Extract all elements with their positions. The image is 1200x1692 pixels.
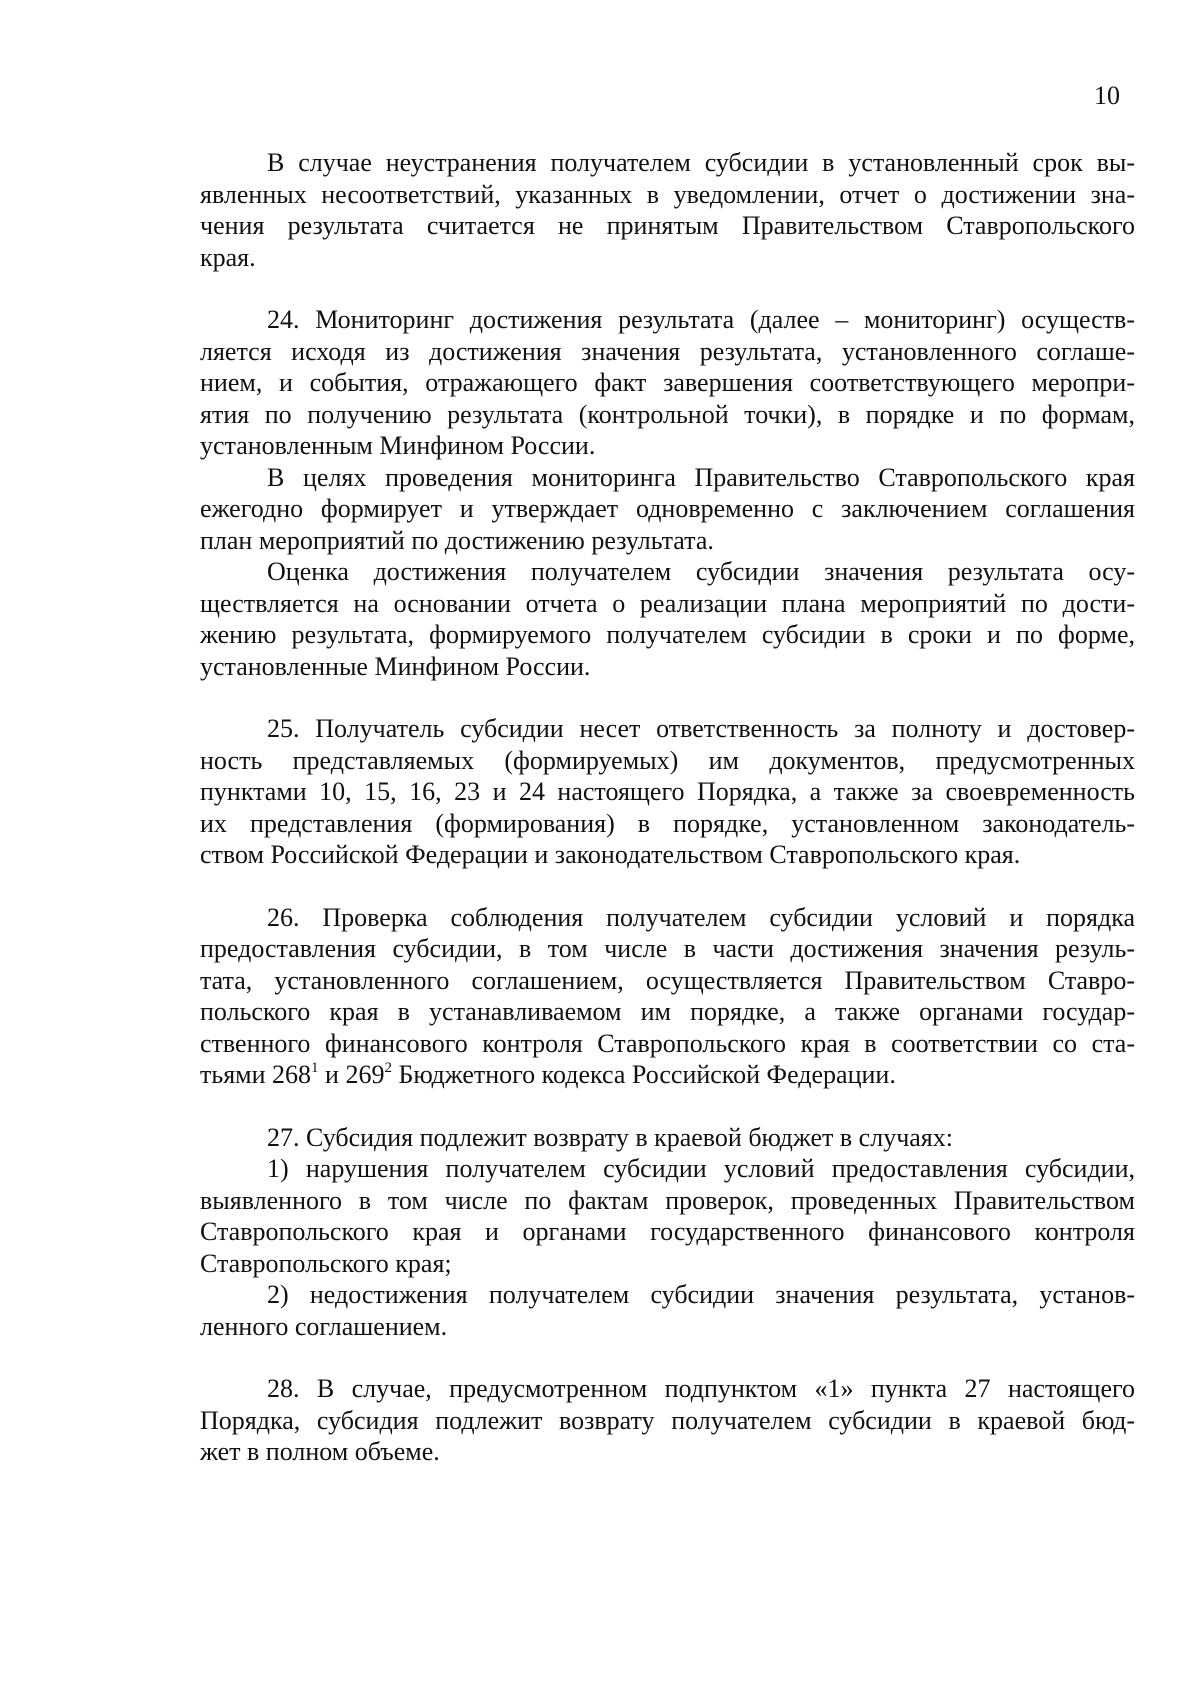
text-line: В целях проведения мониторинга Правительство Ставропольского края [267,462,1135,492]
text-line: 28. В случае, предусмотренном подпунктом «1» пункта 27 настоящего [267,1374,1135,1403]
paragraph [200,1153,1135,1279]
text-line [200,1059,1135,1091]
document-body [200,147,1135,1468]
text-line: ежегодно формирует и утверждает одновременно с заключением соглашения [200,494,1135,523]
text-line: жет в полном объеме. [200,1437,440,1466]
text-line: пунктами 10, 15, 16, 23 и 24 настоящего Порядка, а также за своевременность [200,777,1135,806]
text-fragment: Бюджетного кодекса Российской Федерации. [391,1060,896,1089]
text-line: 1) нарушения получателем субсидии условий предоставления субсидии, [267,1154,1135,1183]
text-line: Ставропольского края и органами государственного финансового контроля [200,1217,1135,1246]
paragraph-gap [200,682,1135,713]
text-fragment: и 269 [318,1060,385,1089]
paragraph [200,556,1135,682]
text-line: их представления (формирования) в порядке, установленном законодатель- [200,808,1135,838]
text-line: установленные Минфином России. [200,651,591,681]
superscript-number: 2 [384,1060,392,1076]
paragraph [200,462,1135,557]
paragraph [200,147,1135,273]
paragraph-gap [200,871,1135,902]
text-line: ляется исходя из достижения значения результата, установленного соглаше- [200,336,1135,366]
text-line: польского края в устанавливаемом им порядке, а также органами государ- [200,997,1135,1026]
text-line: 27. Субсидия подлежит возврату в краевой бюджет в случаях: [267,1122,953,1152]
paragraph-gap [200,273,1135,304]
text-line: ленного соглашением. [200,1311,448,1341]
paragraph [200,1279,1135,1342]
text-line: тата, установленного соглашением, осуществляется Правительством Ставро- [200,965,1135,995]
paragraph-gap [200,1342,1135,1373]
text-line: ятия по получению результата (контрольной точки), в порядке и по формам, [200,399,1135,429]
text-line: ществляется на основании отчета о реализации плана мероприятий по дости- [200,588,1135,618]
paragraph [200,713,1135,871]
text-line: 2) недостижения получателем субсидии значения результата, установ- [267,1280,1135,1309]
paragraph [200,1373,1135,1468]
text-line: Оценка достижения получателем субсидии значения результата осу- [267,557,1135,586]
paragraph [200,304,1135,462]
text-line: 25. Получатель субсидии несет ответственность за полноту и достовер- [267,714,1135,743]
text-line: нием, и события, отражающего факт завершения соответствующего меропри- [200,368,1135,397]
text-line: предоставления субсидии, в том числе в части достижения значения резуль- [200,934,1135,963]
text-line: Ставропольского края; [200,1248,452,1278]
text-line: края. [200,242,256,272]
superscript-number: 1 [311,1060,319,1076]
paragraph-gap [200,1091,1135,1122]
text-line: явленных несоответствий, указанных в уведомлении, отчет о достижении зна- [200,179,1135,209]
text-line: план мероприятий по достижению результата. [200,525,714,555]
paragraph [200,902,1135,1091]
text-line: установленным Минфином России. [200,431,596,460]
text-line: ность представляемых (формируемых) им документов, предусмотренных [200,745,1135,775]
text-line: 24. Мониторинг достижения результата (далее – мониторинг) осуществ- [267,305,1135,334]
text-line: чения результата считается не принятым Правительством Ставропольского [200,211,1135,240]
text-line: Порядка, субсидия подлежит возврату получателем субсидии в краевой бюд- [200,1405,1135,1435]
text-line: ством Российской Федерации и законодательством Ставропольского края. [200,840,1021,869]
text-fragment: тьями 268 [200,1060,312,1089]
text-line: выявленного в том числе по фактам проверок, проведенных Правительством [200,1185,1135,1215]
text-line: В случае неустранения получателем субсидии в установленный срок вы- [267,148,1135,177]
page-number: 10 [1094,81,1120,110]
text-line: 26. Проверка соблюдения получателем субсидии условий и порядка [267,902,1135,932]
text-line: ственного финансового контроля Ставропольского края в соответствии со ста- [200,1028,1135,1058]
text-line: жению результата, формируемого получателем субсидии в сроки и по форме, [200,620,1135,649]
paragraph [200,1122,1135,1154]
